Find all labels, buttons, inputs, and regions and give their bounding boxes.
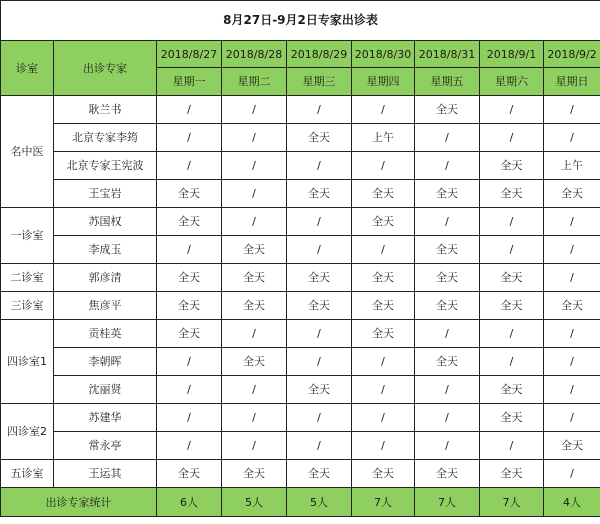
schedule-cell: 全天 <box>287 180 352 208</box>
table-row <box>1 96 600 124</box>
schedule-cell: 全天 <box>415 236 480 264</box>
schedule-cell: / <box>480 236 544 264</box>
expert-header: 出诊专家 <box>54 41 157 96</box>
schedule-cell: 全天 <box>157 264 222 292</box>
schedule-cell: / <box>222 376 287 404</box>
date-header: 2018/8/31 <box>415 41 480 68</box>
schedule-cell: 全天 <box>287 264 352 292</box>
schedule-cell: / <box>352 96 415 124</box>
schedule-cell: 全天 <box>544 432 600 460</box>
table-row <box>1 320 600 348</box>
table-row <box>1 348 600 376</box>
expert-name-cell: 沈丽贤 <box>54 376 157 404</box>
schedule-cell: / <box>352 404 415 432</box>
table-row <box>1 124 600 152</box>
table-row <box>1 264 600 292</box>
schedule-cell: / <box>287 348 352 376</box>
schedule-cell: 上午 <box>544 152 600 180</box>
schedule-cell: 全天 <box>222 348 287 376</box>
schedule-cell: 全天 <box>480 404 544 432</box>
schedule-cell: / <box>222 180 287 208</box>
room-cell: 二诊室 <box>1 264 54 292</box>
expert-name-cell: 王宝岩 <box>54 180 157 208</box>
stats-value: 7人 <box>480 488 544 517</box>
stats-value: 5人 <box>222 488 287 517</box>
schedule-cell: / <box>544 460 600 488</box>
expert-name-cell: 耿兰书 <box>54 96 157 124</box>
schedule-cell: 全天 <box>480 180 544 208</box>
schedule-cell: / <box>287 208 352 236</box>
schedule-cell: / <box>480 348 544 376</box>
schedule-cell: / <box>352 432 415 460</box>
schedule-cell: / <box>157 376 222 404</box>
schedule-cell: 全天 <box>352 264 415 292</box>
date-header: 2018/8/28 <box>222 41 287 68</box>
stats-label: 出诊专家统计 <box>1 488 157 517</box>
schedule-cell: / <box>287 404 352 432</box>
schedule-cell: 全天 <box>287 292 352 320</box>
stats-value: 7人 <box>415 488 480 517</box>
schedule-cell: / <box>157 432 222 460</box>
schedule-cell: 全天 <box>287 124 352 152</box>
weekday-header: 星期六 <box>480 68 544 96</box>
schedule-cell: / <box>352 236 415 264</box>
stats-value: 6人 <box>157 488 222 517</box>
schedule-cell: 全天 <box>157 292 222 320</box>
schedule-cell: / <box>415 404 480 432</box>
schedule-cell: 全天 <box>287 460 352 488</box>
schedule-cell: / <box>544 348 600 376</box>
schedule-cell: 全天 <box>480 152 544 180</box>
weekday-header: 星期一 <box>157 68 222 96</box>
table-row <box>1 292 600 320</box>
table-row <box>1 180 600 208</box>
expert-name-cell: 北京专家王宪波 <box>54 152 157 180</box>
table-row <box>1 460 600 488</box>
schedule-cell: 全天 <box>415 180 480 208</box>
room-cell: 一诊室 <box>1 208 54 264</box>
schedule-cell: 全天 <box>157 180 222 208</box>
schedule-cell: / <box>415 376 480 404</box>
schedule-cell: 全天 <box>222 264 287 292</box>
weekday-header: 星期日 <box>544 68 600 96</box>
schedule-cell: / <box>544 320 600 348</box>
schedule-cell: / <box>544 404 600 432</box>
expert-name-cell: 苏国权 <box>54 208 157 236</box>
room-cell: 四诊室2 <box>1 404 54 460</box>
stats-value: 7人 <box>352 488 415 517</box>
schedule-cell: / <box>544 96 600 124</box>
schedule-cell: / <box>352 376 415 404</box>
header-date-row <box>1 41 600 68</box>
table-row <box>1 376 600 404</box>
schedule-cell: / <box>157 124 222 152</box>
expert-name-cell: 李成玉 <box>54 236 157 264</box>
stats-value: 4人 <box>544 488 600 517</box>
room-cell: 五诊室 <box>1 460 54 488</box>
weekday-header: 星期二 <box>222 68 287 96</box>
schedule-cell: / <box>157 348 222 376</box>
schedule-cell: / <box>157 404 222 432</box>
schedule-cell: / <box>157 236 222 264</box>
schedule-cell: / <box>222 152 287 180</box>
schedule-cell: / <box>480 96 544 124</box>
schedule-cell: / <box>222 404 287 432</box>
schedule-cell: / <box>287 152 352 180</box>
schedule-cell: / <box>544 376 600 404</box>
schedule-cell: / <box>222 208 287 236</box>
schedule-cell: 全天 <box>480 292 544 320</box>
schedule-cell: / <box>157 96 222 124</box>
schedule-cell: / <box>544 208 600 236</box>
schedule-cell: 全天 <box>480 460 544 488</box>
stats-value: 5人 <box>287 488 352 517</box>
stats-row <box>1 488 600 517</box>
table-row <box>1 236 600 264</box>
schedule-cell: 全天 <box>287 376 352 404</box>
expert-name-cell: 李朝晖 <box>54 348 157 376</box>
schedule-cell: / <box>287 236 352 264</box>
date-header: 2018/8/30 <box>352 41 415 68</box>
schedule-cell: / <box>480 124 544 152</box>
room-cell: 三诊室 <box>1 292 54 320</box>
schedule-cell: 全天 <box>544 292 600 320</box>
schedule-cell: / <box>352 348 415 376</box>
room-cell: 名中医 <box>1 96 54 208</box>
schedule-cell: / <box>415 320 480 348</box>
schedule-cell: / <box>544 124 600 152</box>
expert-name-cell: 北京专家李筠 <box>54 124 157 152</box>
schedule-cell: / <box>480 432 544 460</box>
schedule-cell: 全天 <box>222 292 287 320</box>
schedule-cell: / <box>415 124 480 152</box>
schedule-cell: / <box>287 432 352 460</box>
schedule-cell: 全天 <box>352 320 415 348</box>
schedule-cell: 全天 <box>480 264 544 292</box>
schedule-cell: 全天 <box>415 460 480 488</box>
schedule-cell: 全天 <box>157 320 222 348</box>
schedule-cell: 全天 <box>415 96 480 124</box>
schedule-cell: 全天 <box>415 292 480 320</box>
date-header: 2018/8/29 <box>287 41 352 68</box>
weekday-header: 星期四 <box>352 68 415 96</box>
title-row <box>1 1 600 41</box>
schedule-cell: 全天 <box>415 264 480 292</box>
schedule-cell: / <box>480 320 544 348</box>
room-header: 诊室 <box>1 41 54 96</box>
schedule-cell: / <box>415 208 480 236</box>
schedule-cell: / <box>157 152 222 180</box>
schedule-cell: 全天 <box>352 292 415 320</box>
room-cell: 四诊室1 <box>1 320 54 404</box>
schedule-cell: / <box>352 152 415 180</box>
schedule-cell: / <box>222 124 287 152</box>
schedule-cell: / <box>480 208 544 236</box>
date-header: 2018/9/2 <box>544 41 600 68</box>
schedule-cell: 全天 <box>352 180 415 208</box>
schedule-cell: / <box>415 152 480 180</box>
expert-name-cell: 贡桂英 <box>54 320 157 348</box>
schedule-cell: / <box>222 432 287 460</box>
schedule-cell: / <box>544 264 600 292</box>
schedule-cell: / <box>287 320 352 348</box>
schedule-title: 8月27日-9月2日专家出诊表 <box>1 1 600 41</box>
schedule-cell: 全天 <box>222 460 287 488</box>
schedule-cell: 全天 <box>415 348 480 376</box>
table-row <box>1 152 600 180</box>
table-row <box>1 404 600 432</box>
schedule-cell: 全天 <box>544 180 600 208</box>
date-header: 2018/8/27 <box>157 41 222 68</box>
expert-name-cell: 常永亭 <box>54 432 157 460</box>
schedule-cell: 全天 <box>222 236 287 264</box>
table-row <box>1 432 600 460</box>
expert-name-cell: 王运其 <box>54 460 157 488</box>
schedule-cell: / <box>544 236 600 264</box>
schedule-cell: 全天 <box>157 460 222 488</box>
expert-name-cell: 郭彦清 <box>54 264 157 292</box>
expert-name-cell: 焦彦平 <box>54 292 157 320</box>
table-row <box>1 208 600 236</box>
schedule-cell: / <box>415 432 480 460</box>
schedule-cell: / <box>287 96 352 124</box>
expert-name-cell: 苏建华 <box>54 404 157 432</box>
schedule-cell: 全天 <box>480 376 544 404</box>
date-header: 2018/9/1 <box>480 41 544 68</box>
schedule-cell: / <box>222 96 287 124</box>
schedule-cell: 上午 <box>352 124 415 152</box>
schedule-cell: 全天 <box>157 208 222 236</box>
schedule-cell: 全天 <box>352 208 415 236</box>
schedule-cell: / <box>222 320 287 348</box>
schedule-cell: 全天 <box>352 460 415 488</box>
weekday-header: 星期三 <box>287 68 352 96</box>
weekday-header: 星期五 <box>415 68 480 96</box>
